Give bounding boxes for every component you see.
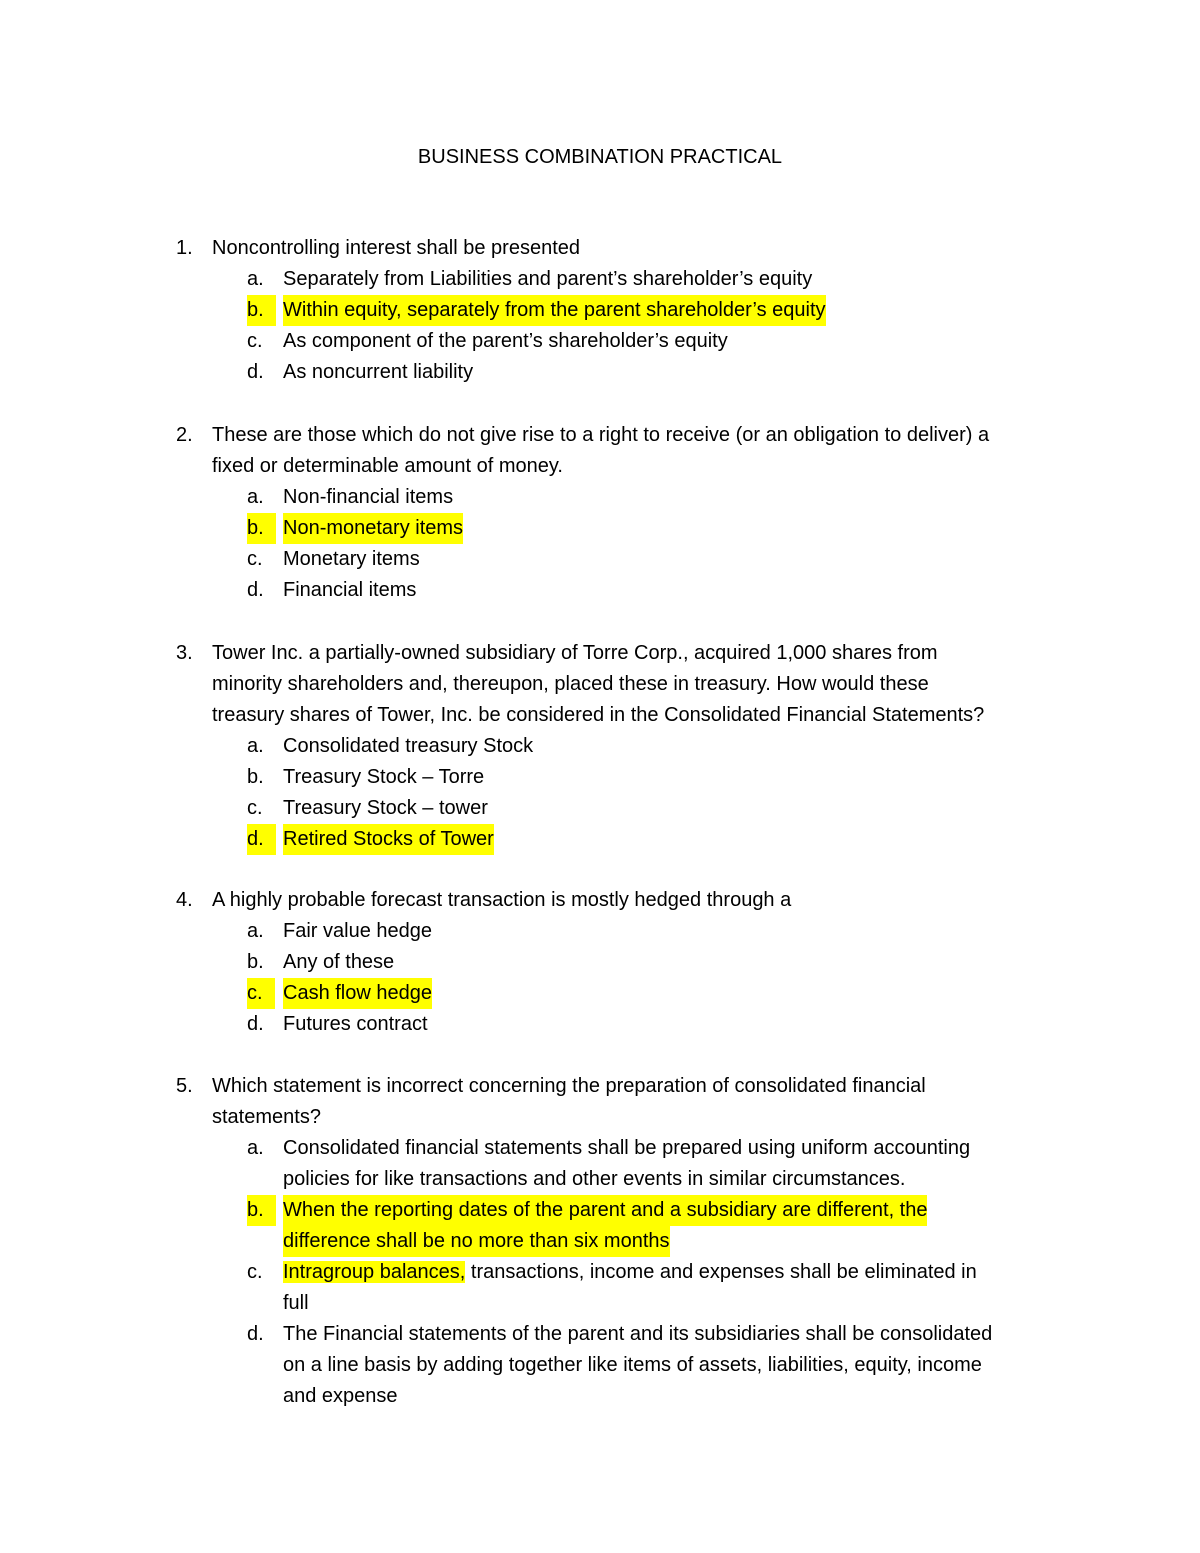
option-c xyxy=(0,326,1200,357)
option-label: d. xyxy=(247,824,276,855)
option-d xyxy=(0,357,1200,388)
option-text: on a line basis by adding together like items of assets, liabilities, equity, income xyxy=(283,1354,982,1376)
question-2 xyxy=(0,420,1200,606)
question-text: Noncontrolling interest shall be presented xyxy=(212,237,580,259)
question-text: fixed or determinable amount of money. xyxy=(212,455,563,477)
option-text xyxy=(283,1257,977,1288)
question-text: treasury shares of Tower, Inc. be considered in the Consolidated Financial Statements? xyxy=(212,704,985,726)
option-text-highlighted: Within equity, separately from the parent shareholder’s equity xyxy=(283,295,826,326)
question-number: 5. xyxy=(176,1075,193,1097)
option-a xyxy=(0,916,1200,947)
option-text: Consolidated financial statements shall be prepared using uniform accounting xyxy=(283,1137,971,1159)
option-text: As noncurrent liability xyxy=(283,361,474,383)
option-text: Any of these xyxy=(283,951,395,973)
option-c xyxy=(0,793,1200,824)
option-label: d. xyxy=(247,1323,264,1345)
option-label: d. xyxy=(247,1013,264,1035)
option-label: c. xyxy=(247,1261,263,1283)
question-number: 2. xyxy=(176,424,193,446)
option-c xyxy=(0,1257,1200,1288)
option-text: The Financial statements of the parent and its subsidiaries shall be consolidated xyxy=(283,1323,993,1345)
option-label: a. xyxy=(247,735,264,757)
question-number: 1. xyxy=(176,237,193,259)
option-text: and expense xyxy=(283,1385,398,1407)
option-b xyxy=(0,947,1200,978)
option-label: a. xyxy=(247,1137,264,1159)
option-a xyxy=(0,1133,1200,1164)
option-label: b. xyxy=(247,513,276,544)
question-5 xyxy=(0,1071,1200,1412)
option-c xyxy=(0,544,1200,575)
question-text: A highly probable forecast transaction is mostly hedged through a xyxy=(212,889,792,911)
option-text-highlighted: difference shall be no more than six months xyxy=(283,1226,670,1257)
option-text: Consolidated treasury Stock xyxy=(283,735,534,757)
option-text: Treasury Stock – Torre xyxy=(283,766,485,788)
option-label: c. xyxy=(247,797,263,819)
option-label: d. xyxy=(247,361,264,383)
option-label: b. xyxy=(247,951,264,973)
option-text-highlighted: Retired Stocks of Tower xyxy=(283,824,494,855)
option-label: b. xyxy=(247,295,276,326)
option-text: Treasury Stock – tower xyxy=(283,797,488,819)
option-label: b. xyxy=(247,766,264,788)
question-text: Tower Inc. a partially-owned subsidiary of Torre Corp., acquired 1,000 shares from xyxy=(212,642,938,664)
option-d xyxy=(0,1009,1200,1040)
option-label: d. xyxy=(247,579,264,601)
question-3 xyxy=(0,638,1200,855)
option-text-highlighted: Cash flow hedge xyxy=(283,978,432,1009)
option-d xyxy=(0,1319,1200,1350)
option-text: full xyxy=(283,1292,309,1314)
option-text: policies for like transactions and other events in similar circumstances. xyxy=(283,1168,906,1190)
option-label: b. xyxy=(247,1195,276,1226)
question-4 xyxy=(0,885,1200,1040)
option-b-answer xyxy=(0,513,1200,544)
option-text: Separately from Liabilities and parent’s shareholder’s equity xyxy=(283,268,813,290)
option-text-highlighted: Intragroup balances, xyxy=(283,1261,466,1283)
option-text: Fair value hedge xyxy=(283,920,432,942)
option-text-tail: transactions, income and expenses shall be eliminated in xyxy=(465,1261,977,1283)
option-label: a. xyxy=(247,268,264,290)
option-text: As component of the parent’s shareholder’s equity xyxy=(283,330,728,352)
option-label: c. xyxy=(247,330,263,352)
document-title: BUSINESS COMBINATION PRACTICAL xyxy=(417,146,783,168)
option-text: Financial items xyxy=(283,579,417,601)
option-c-answer xyxy=(0,978,1200,1009)
question-text: statements? xyxy=(212,1106,321,1128)
option-label: c. xyxy=(247,548,263,570)
option-d-answer xyxy=(0,824,1200,855)
option-text: Futures contract xyxy=(283,1013,428,1035)
question-1 xyxy=(0,233,1200,388)
option-text-highlighted: Non-monetary items xyxy=(283,513,463,544)
question-text: These are those which do not give rise to a right to receive (or an obligation to deliver) a xyxy=(212,424,990,446)
option-a xyxy=(0,482,1200,513)
question-text: minority shareholders and, thereupon, placed these in treasury. How would these xyxy=(212,673,929,695)
option-a xyxy=(0,264,1200,295)
option-d xyxy=(0,575,1200,606)
question-text: Which statement is incorrect concerning the preparation of consolidated financial xyxy=(212,1075,926,1097)
question-number: 3. xyxy=(176,642,193,664)
option-b-answer xyxy=(0,1195,1200,1226)
option-text: Monetary items xyxy=(283,548,420,570)
option-label: c. xyxy=(247,978,275,1009)
option-a xyxy=(0,731,1200,762)
option-b xyxy=(0,762,1200,793)
option-text-highlighted: When the reporting dates of the parent and a subsidiary are different, the xyxy=(283,1195,927,1226)
option-b-answer xyxy=(0,295,1200,326)
option-text: Non-financial items xyxy=(283,486,454,508)
option-label: a. xyxy=(247,920,264,942)
option-label: a. xyxy=(247,486,264,508)
question-number: 4. xyxy=(176,889,193,911)
